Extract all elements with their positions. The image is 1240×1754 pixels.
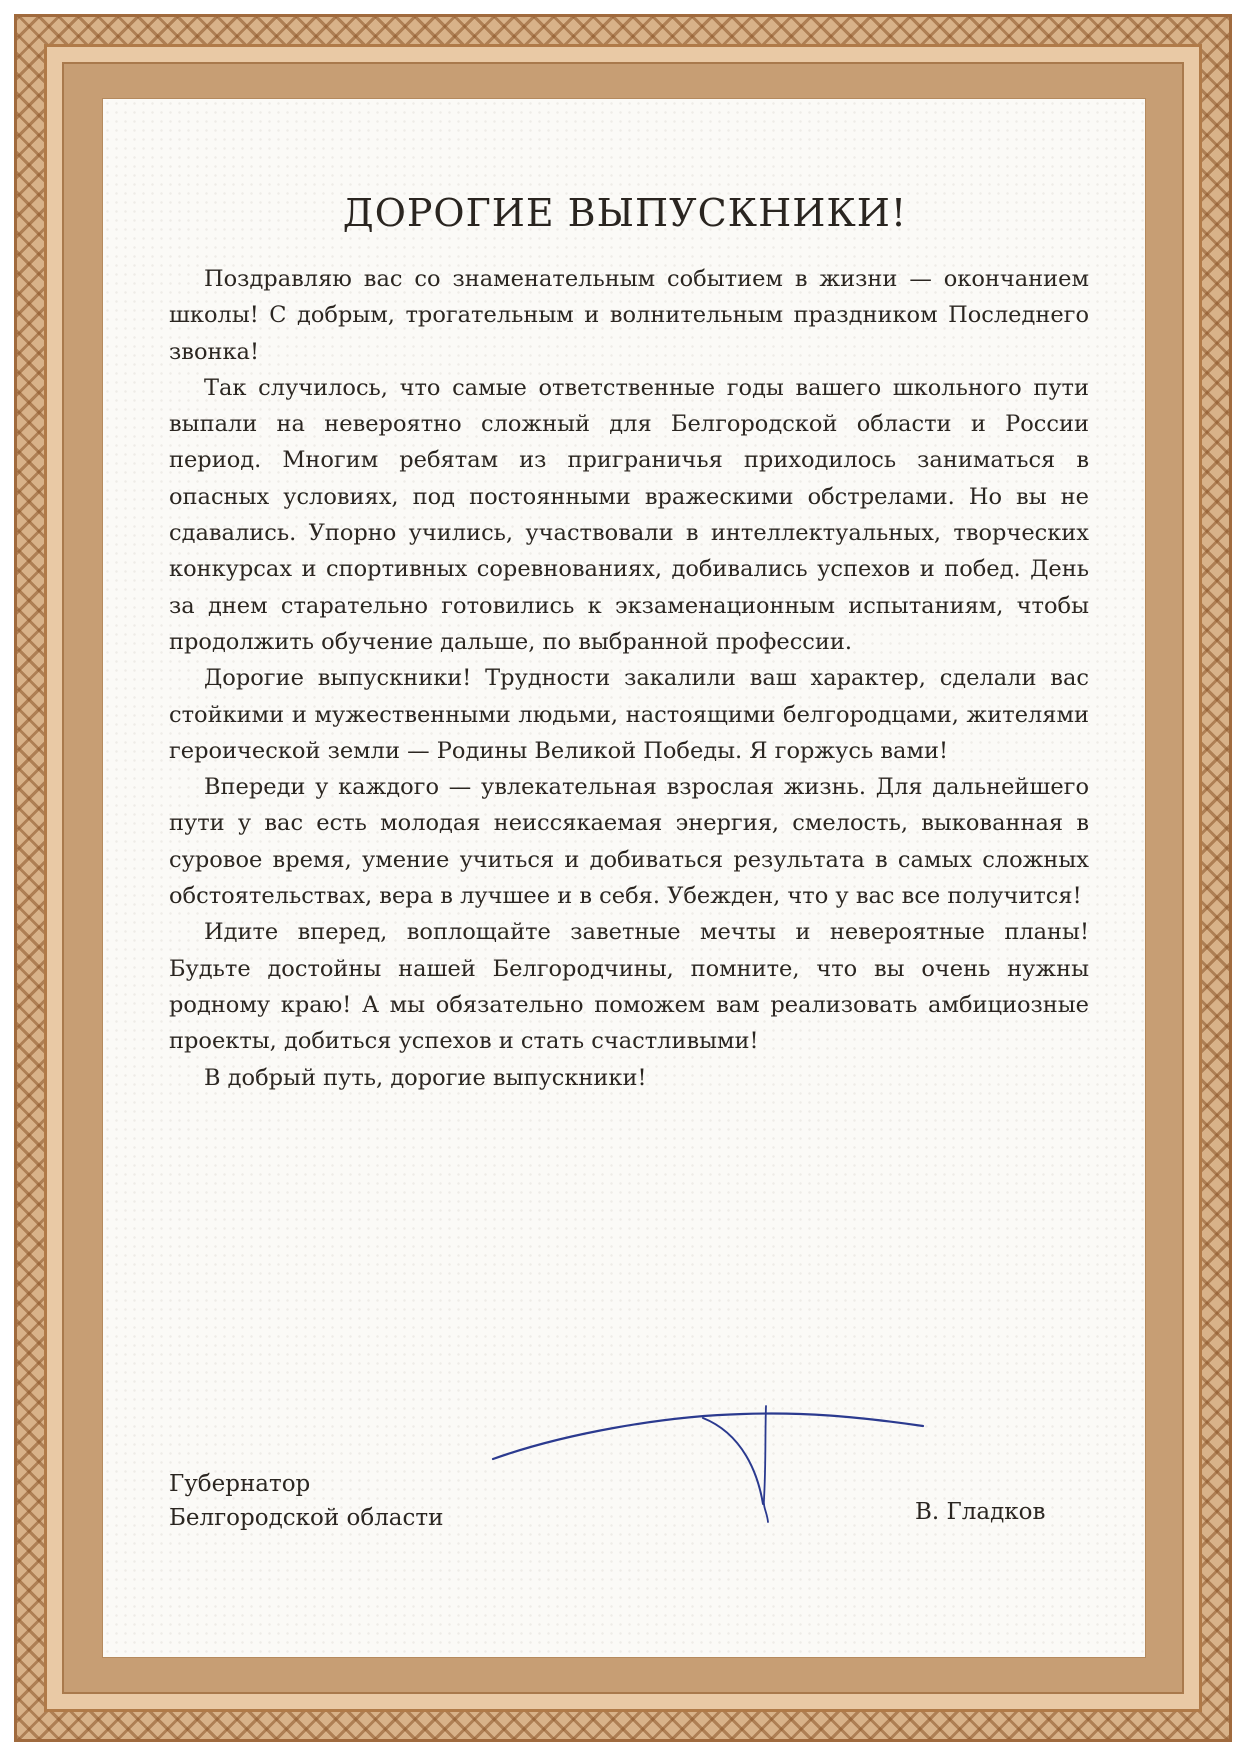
paragraph: В добрый путь, дорогие выпускники! [204,1064,647,1091]
letter-paper [102,98,1146,1658]
paragraph: Идите вперед, воплощайте заветные мечты и невероятные планы! Будьте достойны нашей Белгородчины, помните, что вы очень нужны родному краю! А мы обязательно поможем вам реализовать амбициозные проекты, добиться успехов и стать счастливыми! [169,919,1089,1055]
handwritten-signature [483,1404,943,1524]
signatory-name: В. Гладков [915,1499,1046,1525]
paragraph: Дорогие выпускники! Трудности закалили ваш характер, сделали вас стойкими и мужественными людьми, настоящими белгородцами, жителями героической земли — Родины Великой Победы. Я горжусь вами! [169,665,1089,764]
paragraph: Впереди у каждого — увлекательная взрослая жизнь. Для дальнейшего пути у вас есть молодая неиссякаемая энергия, смелость, выкованная в суровое время, умение учиться и добиваться результата в самых сложных обстоятельствах, вера в лучшее и в себя. Убежден, что у вас все получится! [169,774,1089,910]
position-line: Губернатор [169,1471,311,1497]
paragraph: Поздравляю вас со знаменательным событием в жизни — окончанием школы! С добрым, трогательным и волнительным праздником Последнего звонка! [169,266,1089,365]
letter-title: ДОРОГИЕ ВЫПУСКНИКИ! [342,191,908,235]
paragraph: Так случилось, что самые ответственные годы вашего школьного пути выпали на невероятно сложный для Белгородской области и России период. Многим ребятам из приграничья приходилось заниматься в опасных условиях, под постоянными вражескими обстрелами. Но вы не сдавались. Упорно учились, участвовали в интеллектуальных, творческих конкурсах и спортивных соревнованиях, добивались успехов и побед. День за днем старательно готовились к экзаменационным испытаниям, чтобы продолжить обучение дальше, по выбранной профессии. [169,374,1089,655]
letter-body [169,261,1089,1096]
position-line: Белгородской области [169,1505,444,1531]
signatory-position [169,1467,443,1535]
